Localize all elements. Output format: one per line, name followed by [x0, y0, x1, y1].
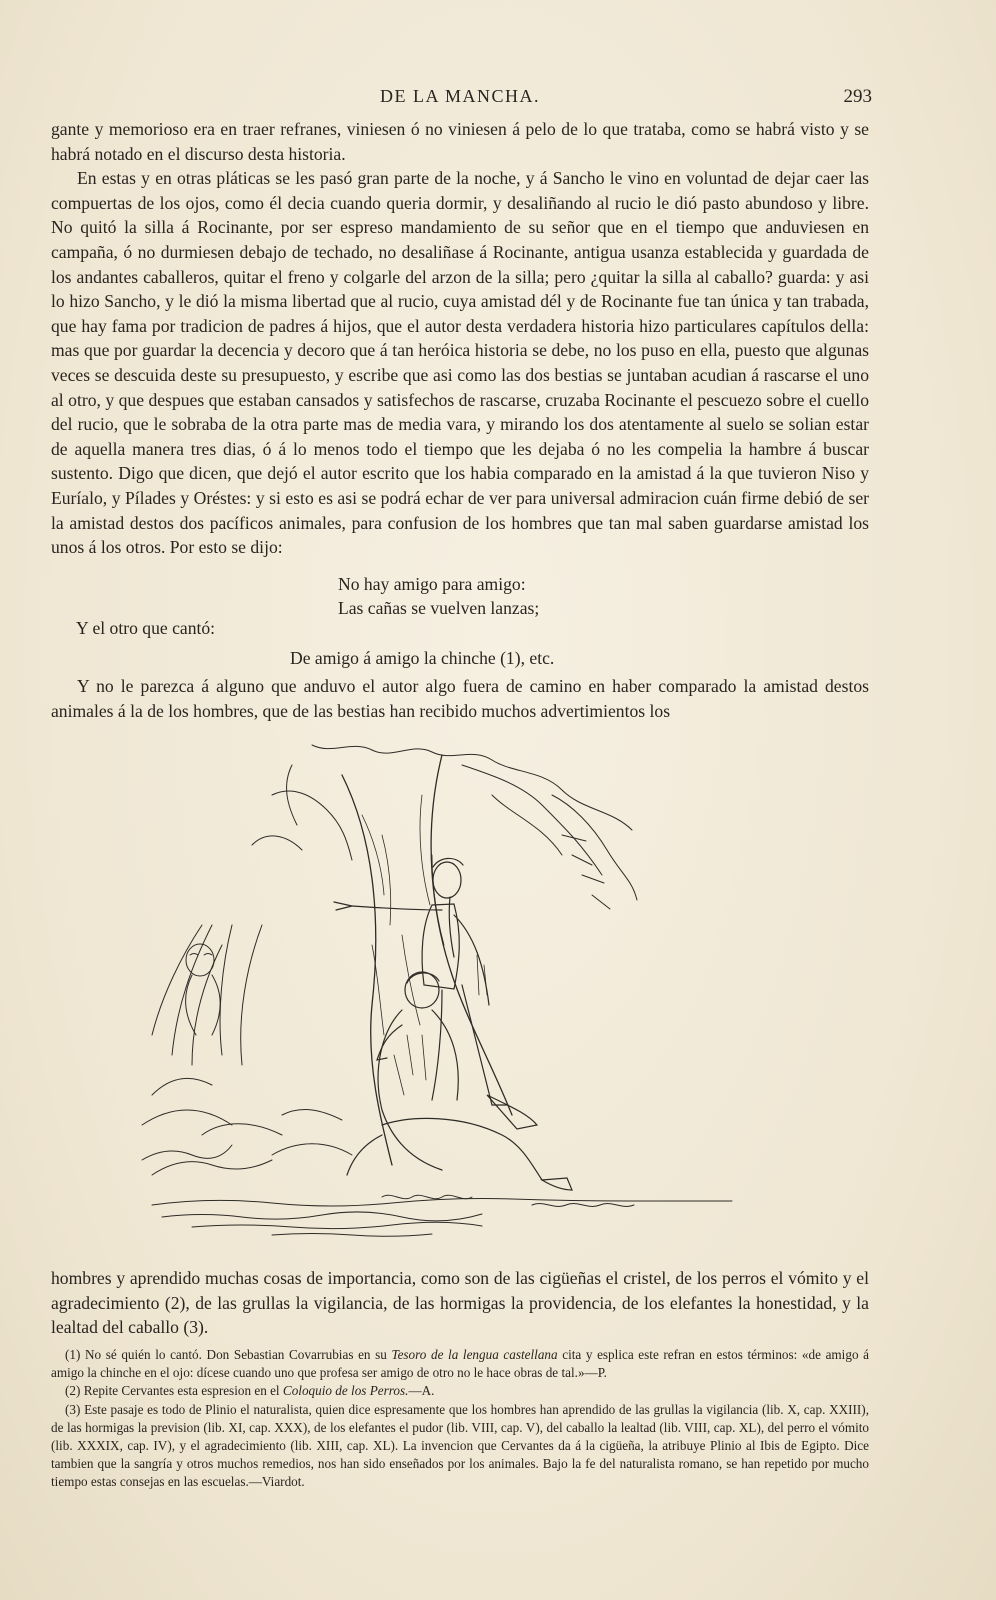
footnote-1-text-a: No sé quién lo cantó. Don Sebastian Covarrubias en su [85, 1347, 387, 1362]
verse-intro: Y el otro que cantó: [76, 618, 216, 638]
body-text-top [51, 117, 869, 560]
ground-hatching [142, 1145, 732, 1236]
footnote-1-title: Tesoro de la lengua castellana [391, 1347, 558, 1362]
tree-trunk [342, 755, 512, 1165]
paragraph-2: En estas y en otras pláticas se les pasó gran parte de la noche, y á Sancho le vino en voluntad de dejar caer las compuertas de los ojos, como él decia cuando queria dormir, y desaliñando al rucio le dió pasto abundoso y libre. No quitó la silla á Rocinante, por ser espreso mandamiento de su señor que en el tiempo que anduviesen en campaña, ó no durmiesen debajo de techado, no desaliñase á Rocinante, antigua usanza establecida y guardada de los andantes caballeros, quitar el freno y colgarle del arzon de la silla; pero ¿quitar la silla al caballo? guarda: y asi lo hizo Sancho, y le dió la misma libertad que al rucio, cuya amistad dél y de Rocinante fue tan única y tan trabada, que hay fama por tradicion de padres á hijos, que el autor desta verdadera historia hizo particulares capítulos della: mas que por guardar la decencia y decoro que á tan heróica historia se debe, no los puso en ella, puesto que algunas veces se descuida deste su presupuesto, y escribe que asi como las dos bestias se juntaban acudian á rascarse el uno al otro, y que despues que estaban cansados y satisfechos de rascarse, cruzaba Rocinante el pescuezo sobre el cuello del rucio, que le sobraba de la otra parte mas de media vara, y mirando los dos atentamente al suelo se solian estar de aquella manera tres dias, ó á lo menos todo el tiempo que les dejaba ó no les compelia la hambre á buscar sustento. Digo que dicen, que dejó el autor escrito que los habia comparado en la amistad á la que tuvieron Niso y Euríalo, y Pílades y Oréstes: y si esto es asi se podrá echar de ver para universal admiracion cuán firme debió de ser la amistad destos dos pacíficos animales, para confusion de los hombres que tan mal saben guardarse amistad los unos á los otros. Por esto se dijo: [51, 168, 869, 558]
footnote-2-text-b: —A. [408, 1383, 435, 1399]
footnote-1 [51, 1346, 869, 1382]
body-text-middle [51, 674, 869, 723]
paragraph-3: Y no le parezca á alguno que anduvo el autor algo fuera de camino en haber comparado la amistad destos animales á la de los hombres, que de las bestias han recibido muchos advertimientos los [51, 676, 869, 721]
verse-line-2: Las cañas se vuelven lanzas; [338, 598, 540, 618]
verse-line-1: No hay amigo para amigo: [338, 574, 526, 594]
tree-foliage [252, 745, 637, 909]
engraving-illustration [132, 735, 752, 1247]
footnote-2-text-a: Repite Cervantes esta espresion en el [83, 1383, 280, 1399]
footnote-1-text-b: cita y esplica este refran en estos términos: «de amigo á amigo la chinche en el ojo: dícese cuando uno que profesa ser amigo de otro no le hace obras de tal.»—P. [51, 1347, 869, 1381]
left-bushes [142, 925, 352, 1155]
footnote-3-mark: (3) [65, 1401, 81, 1417]
paragraph-1: gante y memorioso era en traer refranes, viniesen ó no viniesen á pelo de lo que trataba, como se habrá visto y se habrá notado en el discurso desta historia. [51, 119, 869, 164]
running-title: DE LA MANCHA. [379, 86, 540, 106]
footnote-2-title: Coloquio de los Perros. [282, 1383, 409, 1399]
running-header [50, 86, 870, 112]
body-text-bottom [51, 1266, 869, 1340]
verse-line-3: De amigo á amigo la chinche (1), etc. [290, 648, 555, 668]
knight-figure [334, 858, 537, 1129]
page-number: 293 [843, 86, 872, 107]
footnote-3-text: Este pasaje es todo de Plinio el naturalista, quien dice espresamente que los hombres han aprendido de las grullas la vigilancia (lib. X, cap. XXIII), de las hormigas la prevision (lib. XI, cap. XXX), de los elefantes el pudor (lib. VIII, cap. V), del caballo la lealtad (lib. VIII, cap. XL), del perro el vómito (lib. XXXIX, cap. IV), y el agradecimiento (lib. XIII, cap. XL). La invencion que Cervantes da á la cigüeña, la atribuye Plinio al Ibis de Egipto. Dice tambien que la sangría y otros muchos remedios, nos han sido enseñados por los animales. Bajo la fe del naturalista romano, se han repetido por mucho tiempo estas consejas en las escuelas.—Viardot. [51, 1401, 870, 1490]
footnote-2 [51, 1382, 869, 1400]
paragraph-4: hombres y aprendido muchas cosas de importancia, como son de las cigüeñas el cristel, de los perros el vómito y el agradecimiento (2), de las grullas la vigilancia, de las hormigas la providencia, de los elefantes la honestidad, y la lealtad del caballo (3). [51, 1268, 869, 1338]
footnotes [51, 1346, 869, 1492]
hidden-figure [186, 944, 221, 1035]
footnote-1-mark: (1) [65, 1347, 81, 1362]
footnote-3 [51, 1401, 869, 1492]
footnote-2-mark: (2) [65, 1383, 81, 1399]
